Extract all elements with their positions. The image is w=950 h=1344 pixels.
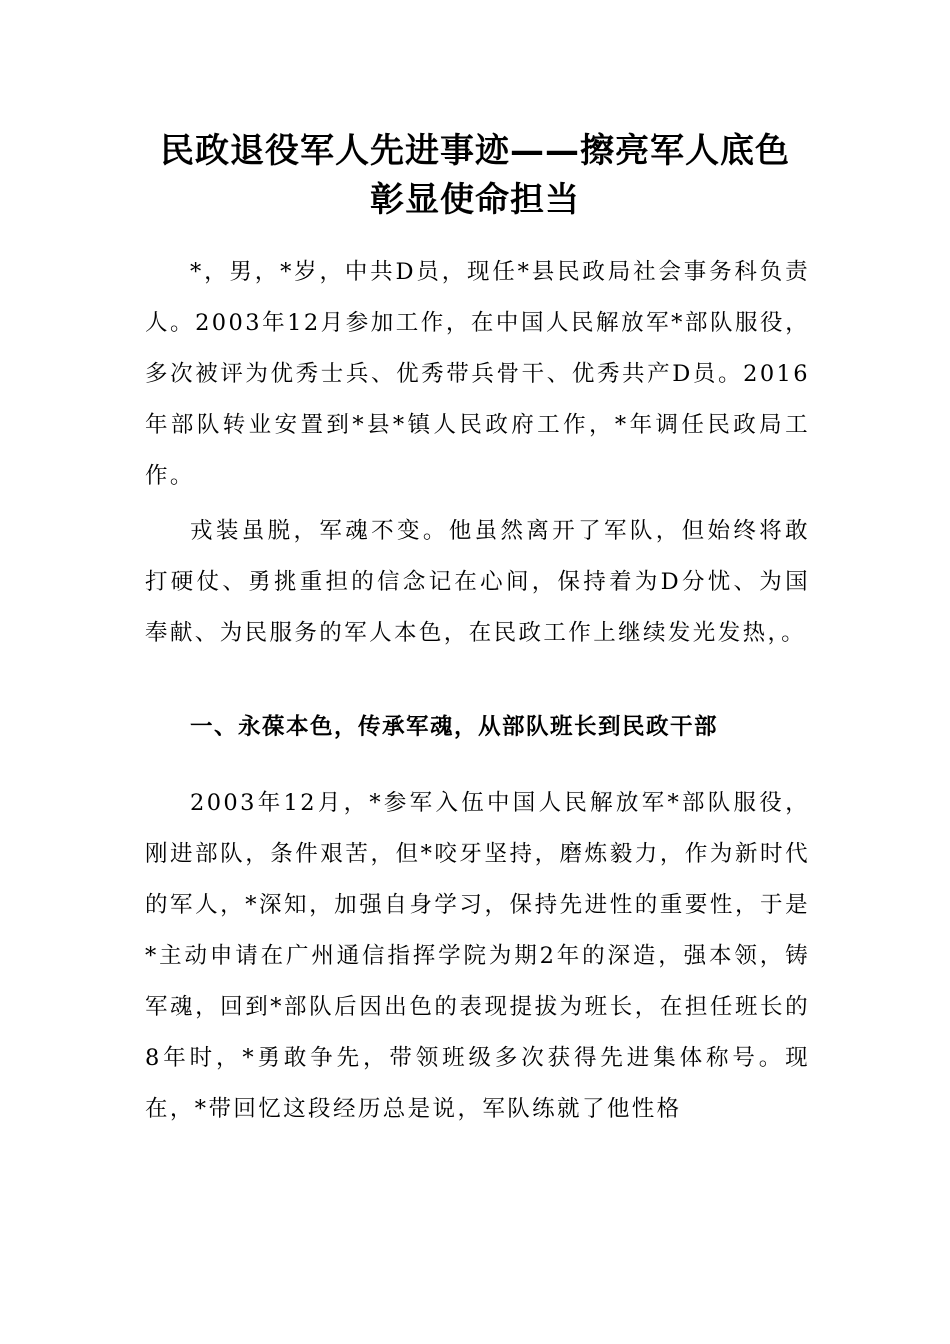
section-paragraph: 2003年12月，*参军入伍中国人民解放军*部队服役，刚进部队，条件艰苦，但*咬牙坚持，磨炼毅力，作为新时代的军人，*深知，加强自身学习，保持先进性的重要性，于是*主动申请在广州通信指挥学院为期2年的深造，强本领，铸军魂，回到*部队后因出色的表现提拔为班长，在担任班长的8年时，*勇敢争先，带领班级多次获得先进集体称号。现在，*带回忆这段经历总是说，军队练就了他性格: [145, 790, 810, 1122]
document-title-line-2: 彰显使命担当: [370, 180, 580, 220]
intro-paragraph: *，男，*岁，中共D员，现任*县民政局社会事务科负责人。2003年12月参加工作，在中国人民解放军*部队服役，多次被评为优秀士兵、优秀带兵骨干、优秀共产D员。2016年部队转业安置到*县*镇人民政府工作，*年调任民政局工作。: [145, 259, 810, 489]
section-heading: 一、永葆本色，传承军魂，从部队班长到民政干部: [190, 714, 719, 740]
document-title-line-1: 民政退役军人先进事迹——擦亮军人底色: [160, 131, 790, 171]
summary-paragraph: 戎装虽脱，军魂不变。他虽然离开了军队，但始终将敢打硬仗、勇挑重担的信念记在心间，保持着为D分忧、为国奉献、为民服务的军人本色，在民政工作上继续发光发热，。: [145, 518, 810, 646]
